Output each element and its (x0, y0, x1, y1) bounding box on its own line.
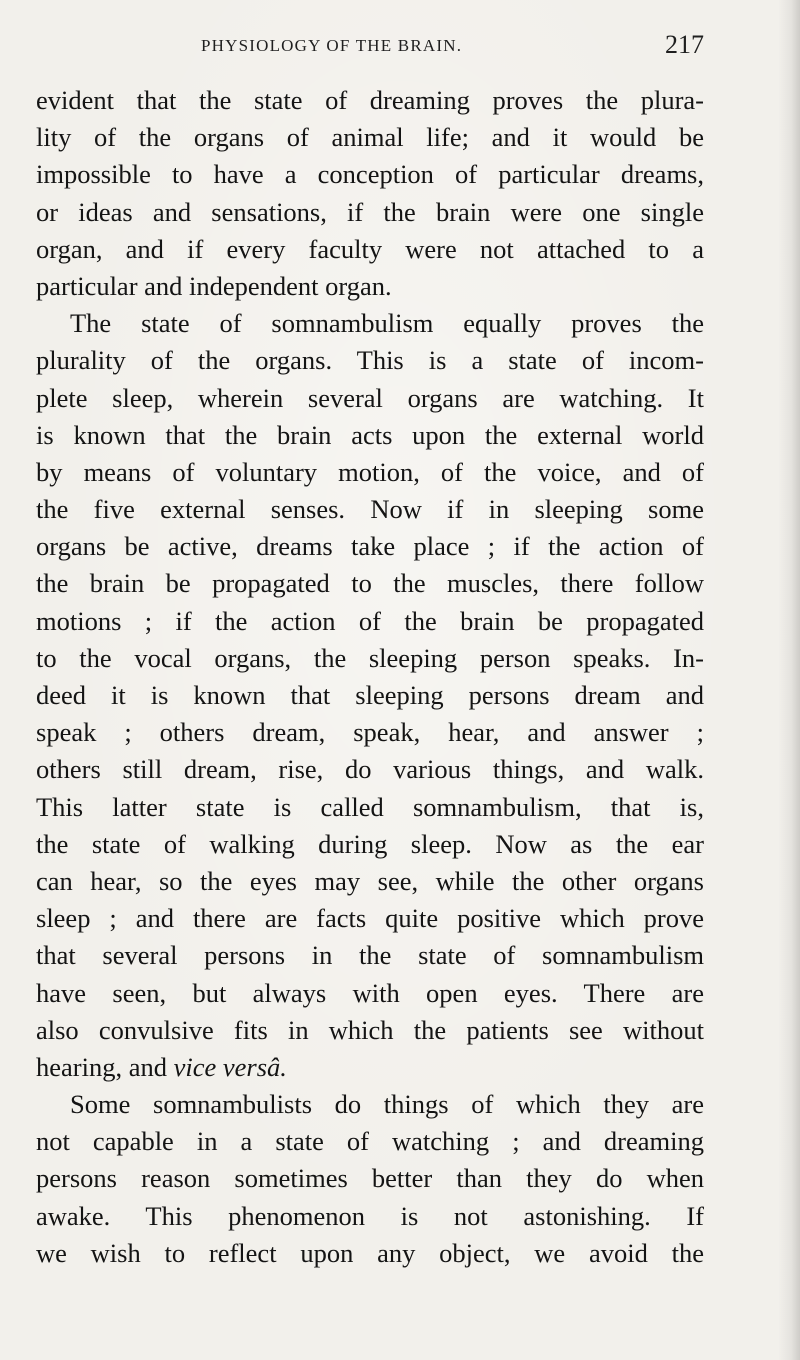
text-line: The state of somnambulism equally proves the (70, 308, 704, 339)
text-line: persons reason sometimes better than they do when (36, 1163, 704, 1194)
text-line: sleep ; and there are facts quite positive which prove (36, 903, 704, 934)
text-line: the five external senses. Now if in sleeping some (36, 494, 704, 525)
text-line: the state of walking during sleep. Now as the ear (36, 828, 704, 859)
text-line: organs be active, dreams take place ; if the action of (36, 531, 704, 562)
text-line: the brain be propagated to the muscles, there follow (36, 568, 704, 599)
text-line: awake. This phenomenon is not astonishing. If (36, 1200, 704, 1231)
text-line: impossible to have a conception of particular dreams, (36, 159, 704, 190)
text-line: we wish to reflect upon any object, we avoid the (36, 1237, 704, 1268)
running-head: PHYSIOLOGY OF THE BRAIN. (201, 36, 463, 55)
text-line: speak ; others dream, speak, hear, and answer ; (36, 717, 704, 748)
text-line: is known that the brain acts upon the external world (36, 419, 704, 450)
text-line: plurality of the organs. This is a state of incom- (36, 345, 704, 376)
text-line: not capable in a state of watching ; and dreaming (36, 1126, 704, 1157)
body-text (36, 82, 704, 1272)
italic-phrase: vice versâ. (173, 1051, 287, 1082)
text-line: This latter state is called somnambulism, that is, (36, 791, 704, 822)
text-line: to the vocal organs, the sleeping person speaks. In- (36, 642, 704, 673)
text-line: motions ; if the action of the brain be propagated (36, 605, 704, 636)
page-number: 217 (665, 30, 704, 59)
text-line: that several persons in the state of somnambulism (36, 940, 704, 971)
text-line (36, 1049, 704, 1086)
text-line: particular and independent organ. (36, 270, 392, 301)
text-line: others still dream, rise, do various things, and walk. (36, 754, 704, 785)
text-line: also convulsive fits in which the patients see without (36, 1014, 704, 1045)
text-line: can hear, so the eyes may see, while the other organs (36, 865, 704, 896)
text-line: or ideas and sensations, if the brain were one single (36, 196, 704, 227)
text-line-prefix: hearing, and (36, 1051, 174, 1082)
page-edge-shadow (778, 0, 800, 1360)
text-line: organ, and if every faculty were not attached to a (36, 233, 704, 264)
text-line: plete sleep, wherein several organs are watching. It (36, 382, 704, 413)
text-line: by means of voluntary motion, of the voice, and of (36, 456, 704, 487)
page-header (36, 30, 704, 66)
text-line: lity of the organs of animal life; and it would be (36, 122, 704, 153)
text-line: have seen, but always with open eyes. There are (36, 977, 704, 1008)
text-line: evident that the state of dreaming proves the plura- (36, 85, 704, 115)
text-line: deed it is known that sleeping persons dream and (36, 680, 704, 710)
text-line: Some somnambulists do things of which they are (70, 1089, 704, 1120)
